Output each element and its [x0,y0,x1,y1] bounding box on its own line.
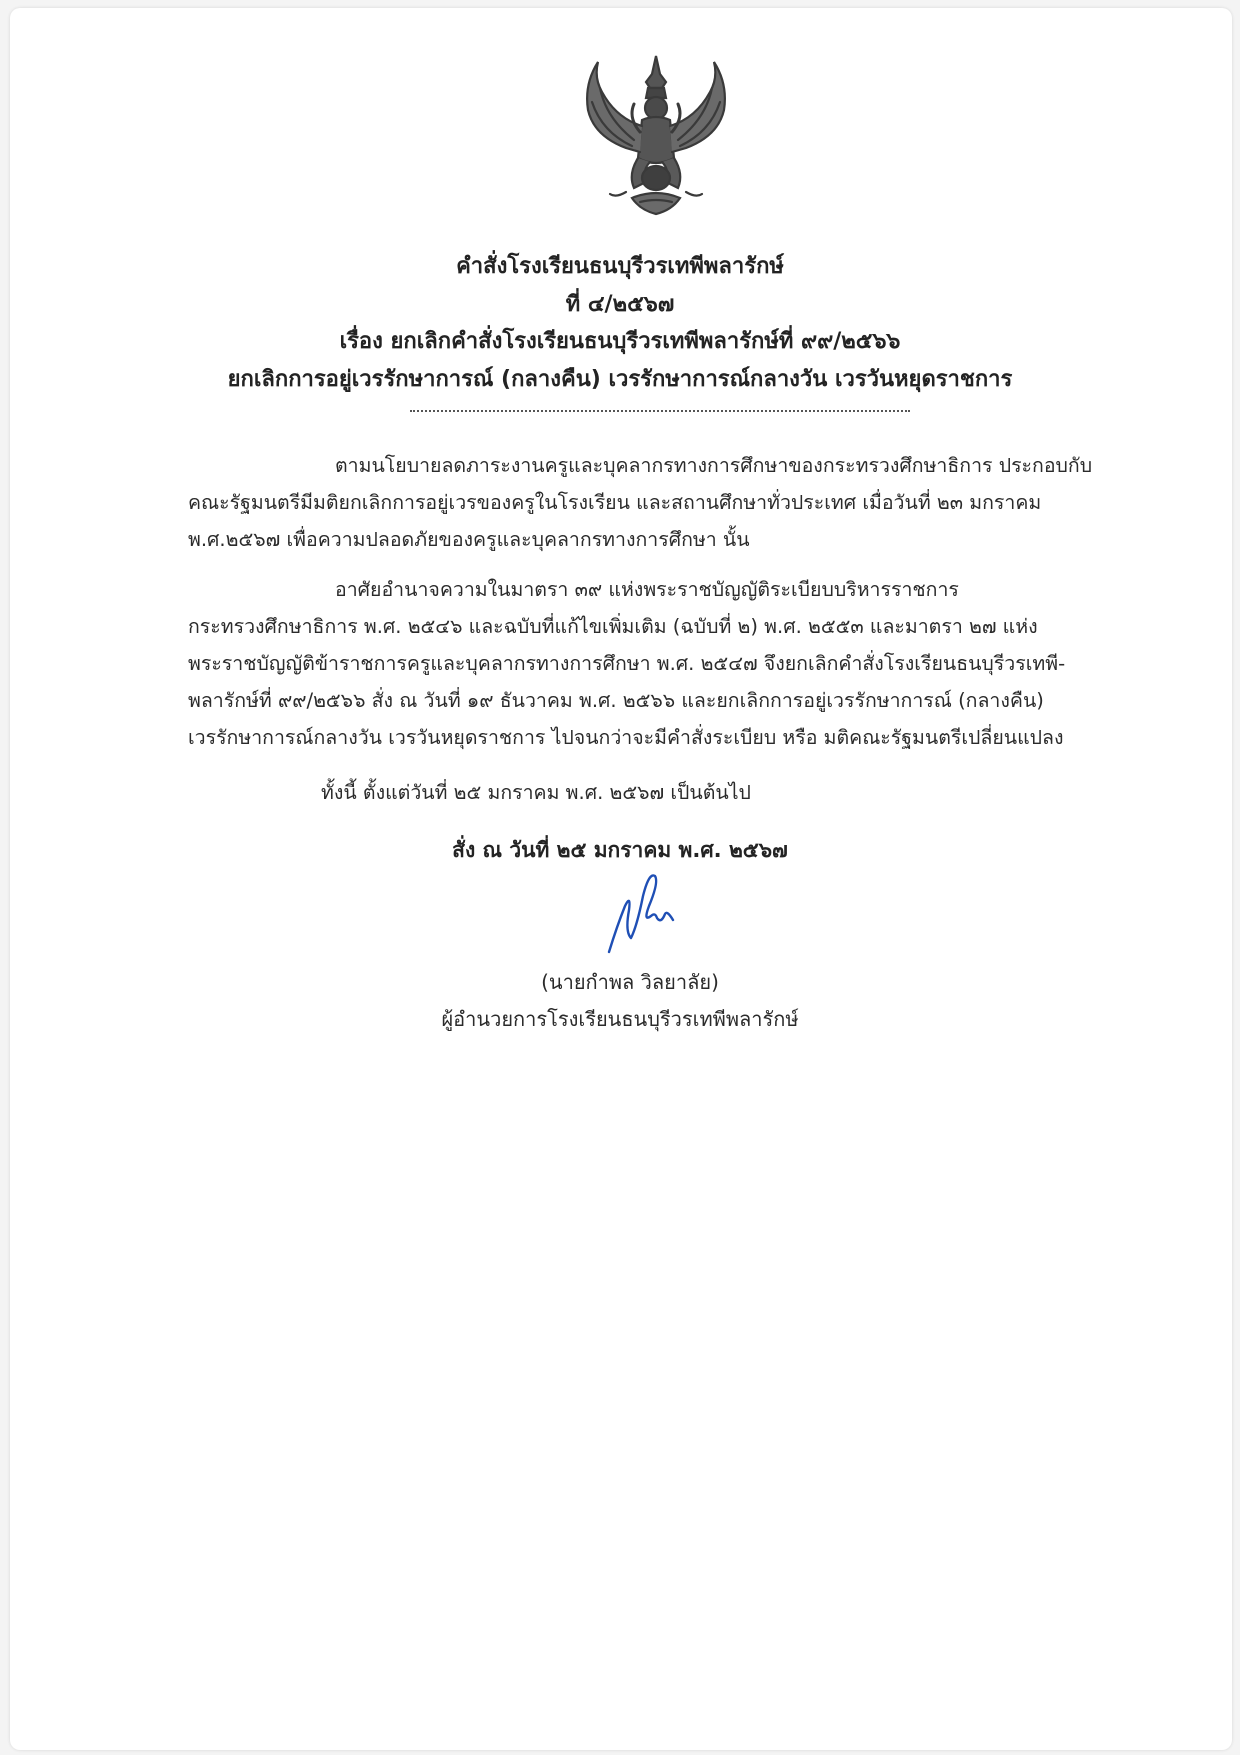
paragraph-2-line: กระทรวงศึกษาธิการ พ.ศ. ๒๕๔๖ และฉบับที่แก้ไขเพิ่มเติม (ฉบับที่ ๒) พ.ศ. ๒๕๕๓ และมาตรา ๒๗ แห่ง [188,615,1038,638]
paragraph-2-line: อาศัยอำนาจความในมาตรา ๓๙ แห่งพระราชบัญญัติระเบียบบริหารราชการ [335,578,959,601]
signature-icon [603,866,683,956]
sign-date: สั่ง ณ วันที่ ๒๕ มกราคม พ.ศ. ๒๕๖๗ [452,838,788,862]
subject-line: เรื่อง ยกเลิกคำสั่งโรงเรียนธนบุรีวรเทพีพลารักษ์ที่ ๙๙/๒๕๖๖ [339,329,901,354]
paragraph-2-line: พลารักษ์ที่ ๙๙/๒๕๖๖ สั่ง ณ วันที่ ๑๙ ธันวาคม พ.ศ. ๒๕๖๖ และยกเลิกการอยู่เวรรักษาการณ์ (กลางคืน) [188,689,1044,712]
paragraph-1-line: คณะรัฐมนตรีมีมติยกเลิกการอยู่เวรของครูในโรงเรียน และสถานศึกษาทั่วประเทศ เมื่อวันที่ ๒๓ มกราคม [188,491,1042,514]
paragraph-3 [188,774,1128,811]
order-title: คำสั่งโรงเรียนธนบุรีวรเทพีพลารักษ์ [456,254,784,279]
signer-name: (นายกำพล วิลยาลัย) [541,970,719,994]
paragraph-2 [188,571,1128,756]
subject-detail: ยกเลิกการอยู่เวรรักษาการณ์ (กลางคืน) เวรรักษาการณ์กลางวัน เวรวันหยุดราชการ [227,367,1013,392]
paragraph-1-line: พ.ศ.๒๕๖๗ เพื่อความปลอดภัยของครูและบุคลากรทางการศึกษา นั้น [188,528,750,551]
garuda-emblem-icon [576,48,736,228]
dotted-divider [410,410,910,414]
signer-position: ผู้อำนวยการโรงเรียนธนบุรีวรเทพีพลารักษ์ [441,1007,799,1031]
paragraph-1-line: ตามนโยบายลดภาระงานครูและบุคลากรทางการศึกษาของกระทรวงศึกษาธิการ ประกอบกับ [335,454,1093,477]
paragraph-2-line: เวรรักษาการณ์กลางวัน เวรวันหยุดราชการ ไปจนกว่าจะมีคำสั่งระเบียบ หรือ มติคณะรัฐมนตรีเปลี่ยนแปลง [188,726,1064,749]
paragraph-2-line: พระราชบัญญัติข้าราชการครูและบุคลากรทางการศึกษา พ.ศ. ๒๕๔๗ จึงยกเลิกคำสั่งโรงเรียนธนบุรีวรเทพี- [188,652,1066,675]
paragraph-1 [188,447,1128,558]
effective-date-line: ทั้งนี้ ตั้งแต่วันที่ ๒๕ มกราคม พ.ศ. ๒๕๖๗ เป็นต้นไป [321,781,751,804]
order-number: ที่ ๔/๒๕๖๗ [565,292,675,317]
